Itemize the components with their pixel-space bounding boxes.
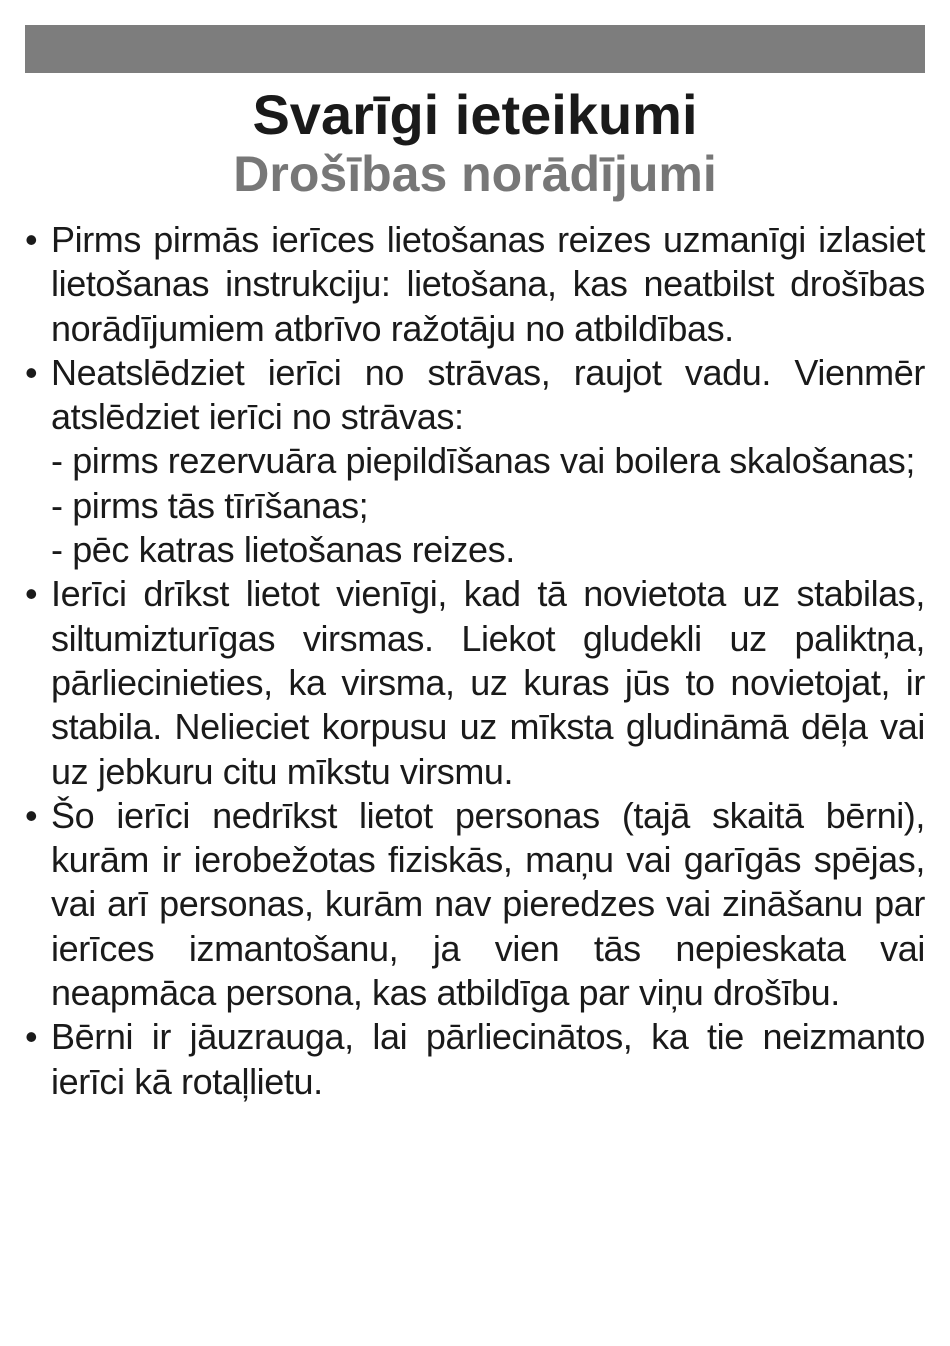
instruction-unplug-after-use: - pēc katras lietošanas reizes. bbox=[51, 529, 515, 571]
instruction-stable-surface: • Ierīci drīkst lietot vienīgi, kad tā novietota uz stabilas, siltumizturīgas virsmas. Liekot gludekli uz paliktņa, pārliecinieties, ka virsma, uz kuras jūs to novietojat, ir stabila. Nelieciet korpusu uz mīksta gludināmā dēļa vai uz jebkuru citu mīkstu virsmu. bbox=[25, 572, 925, 793]
instruction-unplug: • Neatslēdziet ierīci no strāvas, raujot vadu. Vienmēr atslēdziet ierīci no strāvas: bbox=[25, 351, 925, 440]
instruction-read-manual: • Pirms pirmās ierīces lietošanas reizes uzmanīgi izlasiet lietošanas instrukciju: lietošana, kas neatbilst drošības norādījumiem atbrīvo ražotāju no atbildības. bbox=[25, 218, 925, 351]
instruction-unplug-before-filling: - pirms rezervuāra piepildīšanas vai boilera skalošanas; bbox=[51, 440, 916, 482]
instruction-unplug-before-cleaning: - pirms tās tīrīšanas; bbox=[51, 484, 369, 526]
page-subtitle: Drošības norādījumi bbox=[233, 146, 717, 202]
page-title: Svarīgi ieteikumi bbox=[252, 83, 698, 146]
instruction-restricted-persons: • Šo ierīci nedrīkst lietot personas (tajā skaitā bērni), kurām ir ierobežotas fiziskās, maņu vai garīgās spējas, vai arī personas, kurām nav pieredzes vai zināšanu par ierīces izmantošanu, ja vien tās nepieskata vai neapmāca persona, kas atbildīga par viņu drošību. bbox=[25, 794, 925, 1015]
safety-instructions bbox=[25, 218, 925, 1104]
instruction-supervise-children: • Bērni ir jāuzrauga, lai pārliecinātos, ka tie neizmanto ierīci kā rotaļlietu. bbox=[25, 1015, 925, 1104]
header-bar bbox=[25, 25, 925, 73]
